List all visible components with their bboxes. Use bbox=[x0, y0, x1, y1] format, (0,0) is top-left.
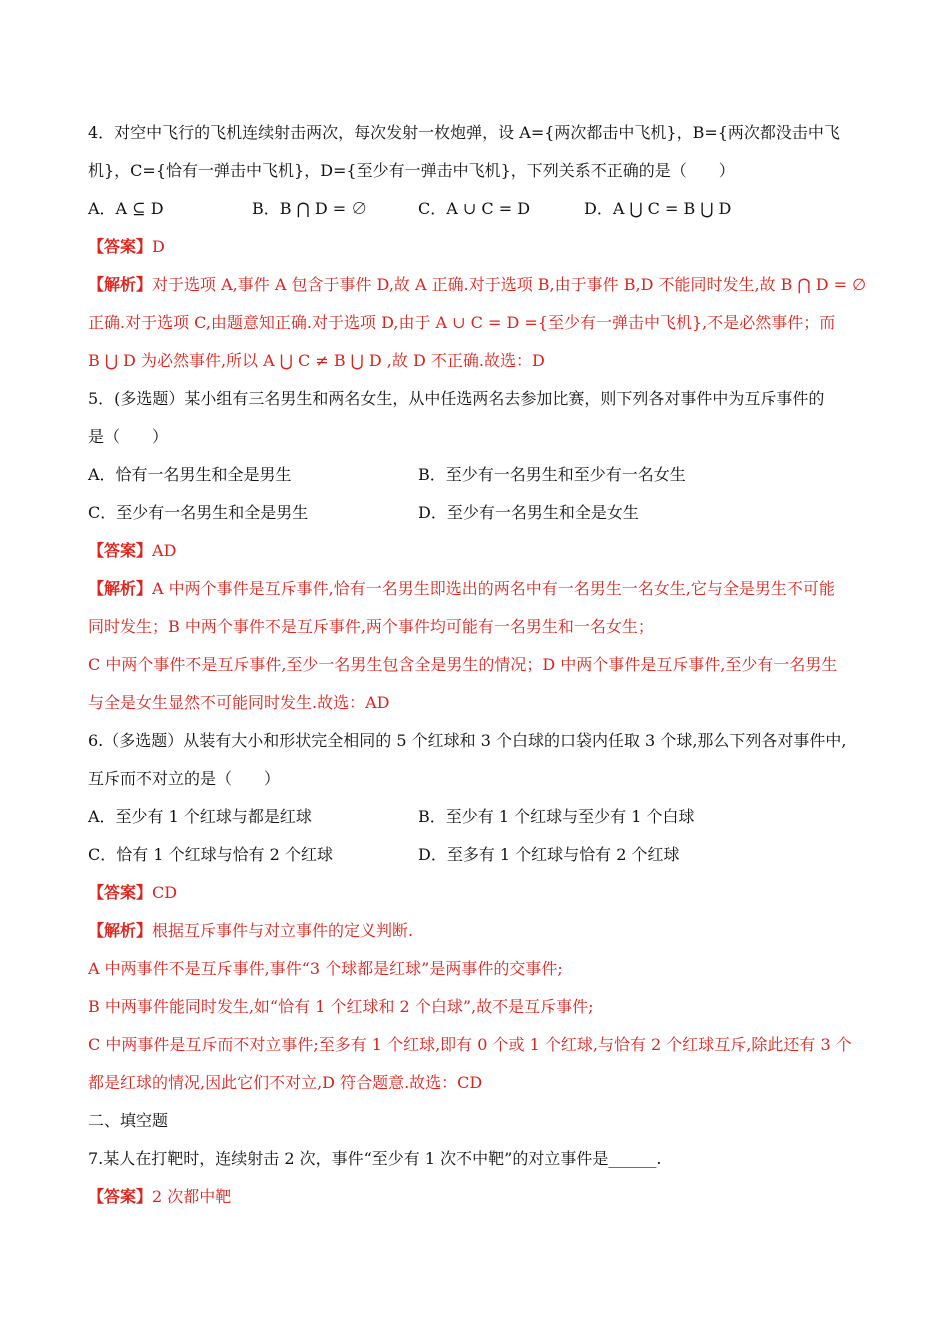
q5-stem-line-1: 5．(多选题）某小组有三名男生和两名女生，从中任选两名去参加比赛，则下列各对事件中为互斥事件的 bbox=[88, 389, 825, 408]
q6-stem-line-1: 6.（多选题）从装有大小和形状完全相同的 5 个红球和 3 个白球的口袋内任取 3 个球,那么下列各对事件中, bbox=[88, 731, 847, 750]
q6-option-b: B．至少有 1 个红球与至少有 1 个白球 bbox=[418, 807, 695, 826]
q4-stem-line-1: 4．对空中飞行的飞机连续射击两次，每次发射一枚炮弹，设 A={两次都击中飞机}，B={两次都没击中飞 bbox=[88, 123, 840, 142]
q6-option-c: C．恰有 1 个红球与恰有 2 个红球 bbox=[88, 845, 333, 864]
answer-value: 2 次都中靶 bbox=[152, 1187, 232, 1206]
q5-answer bbox=[88, 540, 176, 562]
q6-answer bbox=[88, 882, 177, 904]
q5-analysis-line-2: 同时发生；B 中两个事件不是互斥事件,两个事件均可能有一名男生和一名女生； bbox=[88, 617, 654, 636]
analysis-tag: 【解析】 bbox=[88, 275, 153, 294]
q5-analysis-line-1 bbox=[88, 578, 835, 600]
q7-stem: 7.某人在打靶时，连续射击 2 次，事件“至少有 1 次不中靶”的对立事件是______. bbox=[88, 1149, 662, 1168]
q6-analysis-line-1 bbox=[88, 920, 413, 942]
answer-tag: 【答案】 bbox=[88, 237, 153, 256]
q4-analysis-line-3: B ⋃ D 为必然事件,所以 A ⋃ C ≠ B ⋃ D ,故 D 不正确.故选：D bbox=[88, 351, 545, 370]
answer-tag: 【答案】 bbox=[88, 1187, 153, 1206]
answer-tag: 【答案】 bbox=[88, 541, 153, 560]
q4-option-d: D．A ⋃ C = B ⋃ D bbox=[584, 199, 732, 218]
q4-option-a: A．A ⊆ D bbox=[88, 199, 164, 218]
section-heading: 二、填空题 bbox=[88, 1111, 169, 1130]
analysis-tag: 【解析】 bbox=[88, 921, 153, 940]
answer-value: D bbox=[152, 237, 165, 256]
q6-analysis-line-4: C 中两事件是互斥而不对立事件;至多有 1 个红球,即有 0 个或 1 个红球,与恰有 2 个红球互斥,除此还有 3 个 bbox=[88, 1035, 852, 1054]
q4-option-b: B．B ⋂ D = ∅ bbox=[252, 199, 368, 218]
q6-analysis-line-5: 都是红球的情况,因此它们不对立,D 符合题意.故选：CD bbox=[88, 1073, 483, 1092]
analysis-text: A 中两个事件是互斥事件,恰有一名男生即选出的两名中有一名男生一名女生,它与全是男生不可能 bbox=[152, 579, 835, 598]
q6-option-a: A．至少有 1 个红球与都是红球 bbox=[88, 807, 312, 826]
answer-tag: 【答案】 bbox=[88, 883, 153, 902]
q7-answer bbox=[88, 1186, 231, 1208]
q5-option-d: D．至少有一名男生和全是女生 bbox=[418, 503, 639, 522]
q5-analysis-line-3: C 中两个事件不是互斥事件,至少一名男生包含全是男生的情况；D 中两个事件是互斥事件,至少有一名男生 bbox=[88, 655, 838, 674]
q6-stem-line-2: 互斥而不对立的是（ ） bbox=[88, 769, 281, 788]
q4-analysis-line-2: 正确.对于选项 C,由题意知正确.对于选项 D,由于 A ∪ C = D ={至少有一弹击中飞机},不是必然事件；而 bbox=[88, 313, 836, 332]
q5-stem-line-2: 是（ ） bbox=[88, 427, 169, 446]
q6-analysis-line-3: B 中两事件能同时发生,如“恰有 1 个红球和 2 个白球”,故不是互斥事件; bbox=[88, 997, 594, 1016]
answer-value: AD bbox=[152, 541, 177, 560]
q5-option-a: A．恰有一名男生和全是男生 bbox=[88, 465, 292, 484]
q4-answer bbox=[88, 236, 165, 258]
q5-option-b: B．至少有一名男生和至少有一名女生 bbox=[418, 465, 686, 484]
analysis-text: 根据互斥事件与对立事件的定义判断. bbox=[152, 921, 414, 940]
q4-option-c: C．A ∪ C = D bbox=[418, 199, 531, 218]
q6-option-d: D．至多有 1 个红球与恰有 2 个红球 bbox=[418, 845, 680, 864]
q5-option-c: C．至少有一名男生和全是男生 bbox=[88, 503, 309, 522]
analysis-tag: 【解析】 bbox=[88, 579, 153, 598]
answer-value: CD bbox=[152, 883, 178, 902]
q6-analysis-line-2: A 中两事件不是互斥事件,事件“3 个球都是红球”是两事件的交事件; bbox=[88, 959, 563, 978]
q4-analysis-line-1 bbox=[88, 274, 866, 296]
analysis-text: 对于选项 A,事件 A 包含于事件 D,故 A 正确.对于选项 B,由于事件 B,D 不能同时发生,故 B ⋂ D = ∅ bbox=[152, 275, 867, 294]
q5-analysis-line-4: 与全是女生显然不可能同时发生.故选：AD bbox=[88, 693, 390, 712]
q4-stem-line-2: 机}，C={恰有一弹击中飞机}，D={至少有一弹击中飞机}，下列关系不正确的是（ ） bbox=[88, 161, 735, 180]
